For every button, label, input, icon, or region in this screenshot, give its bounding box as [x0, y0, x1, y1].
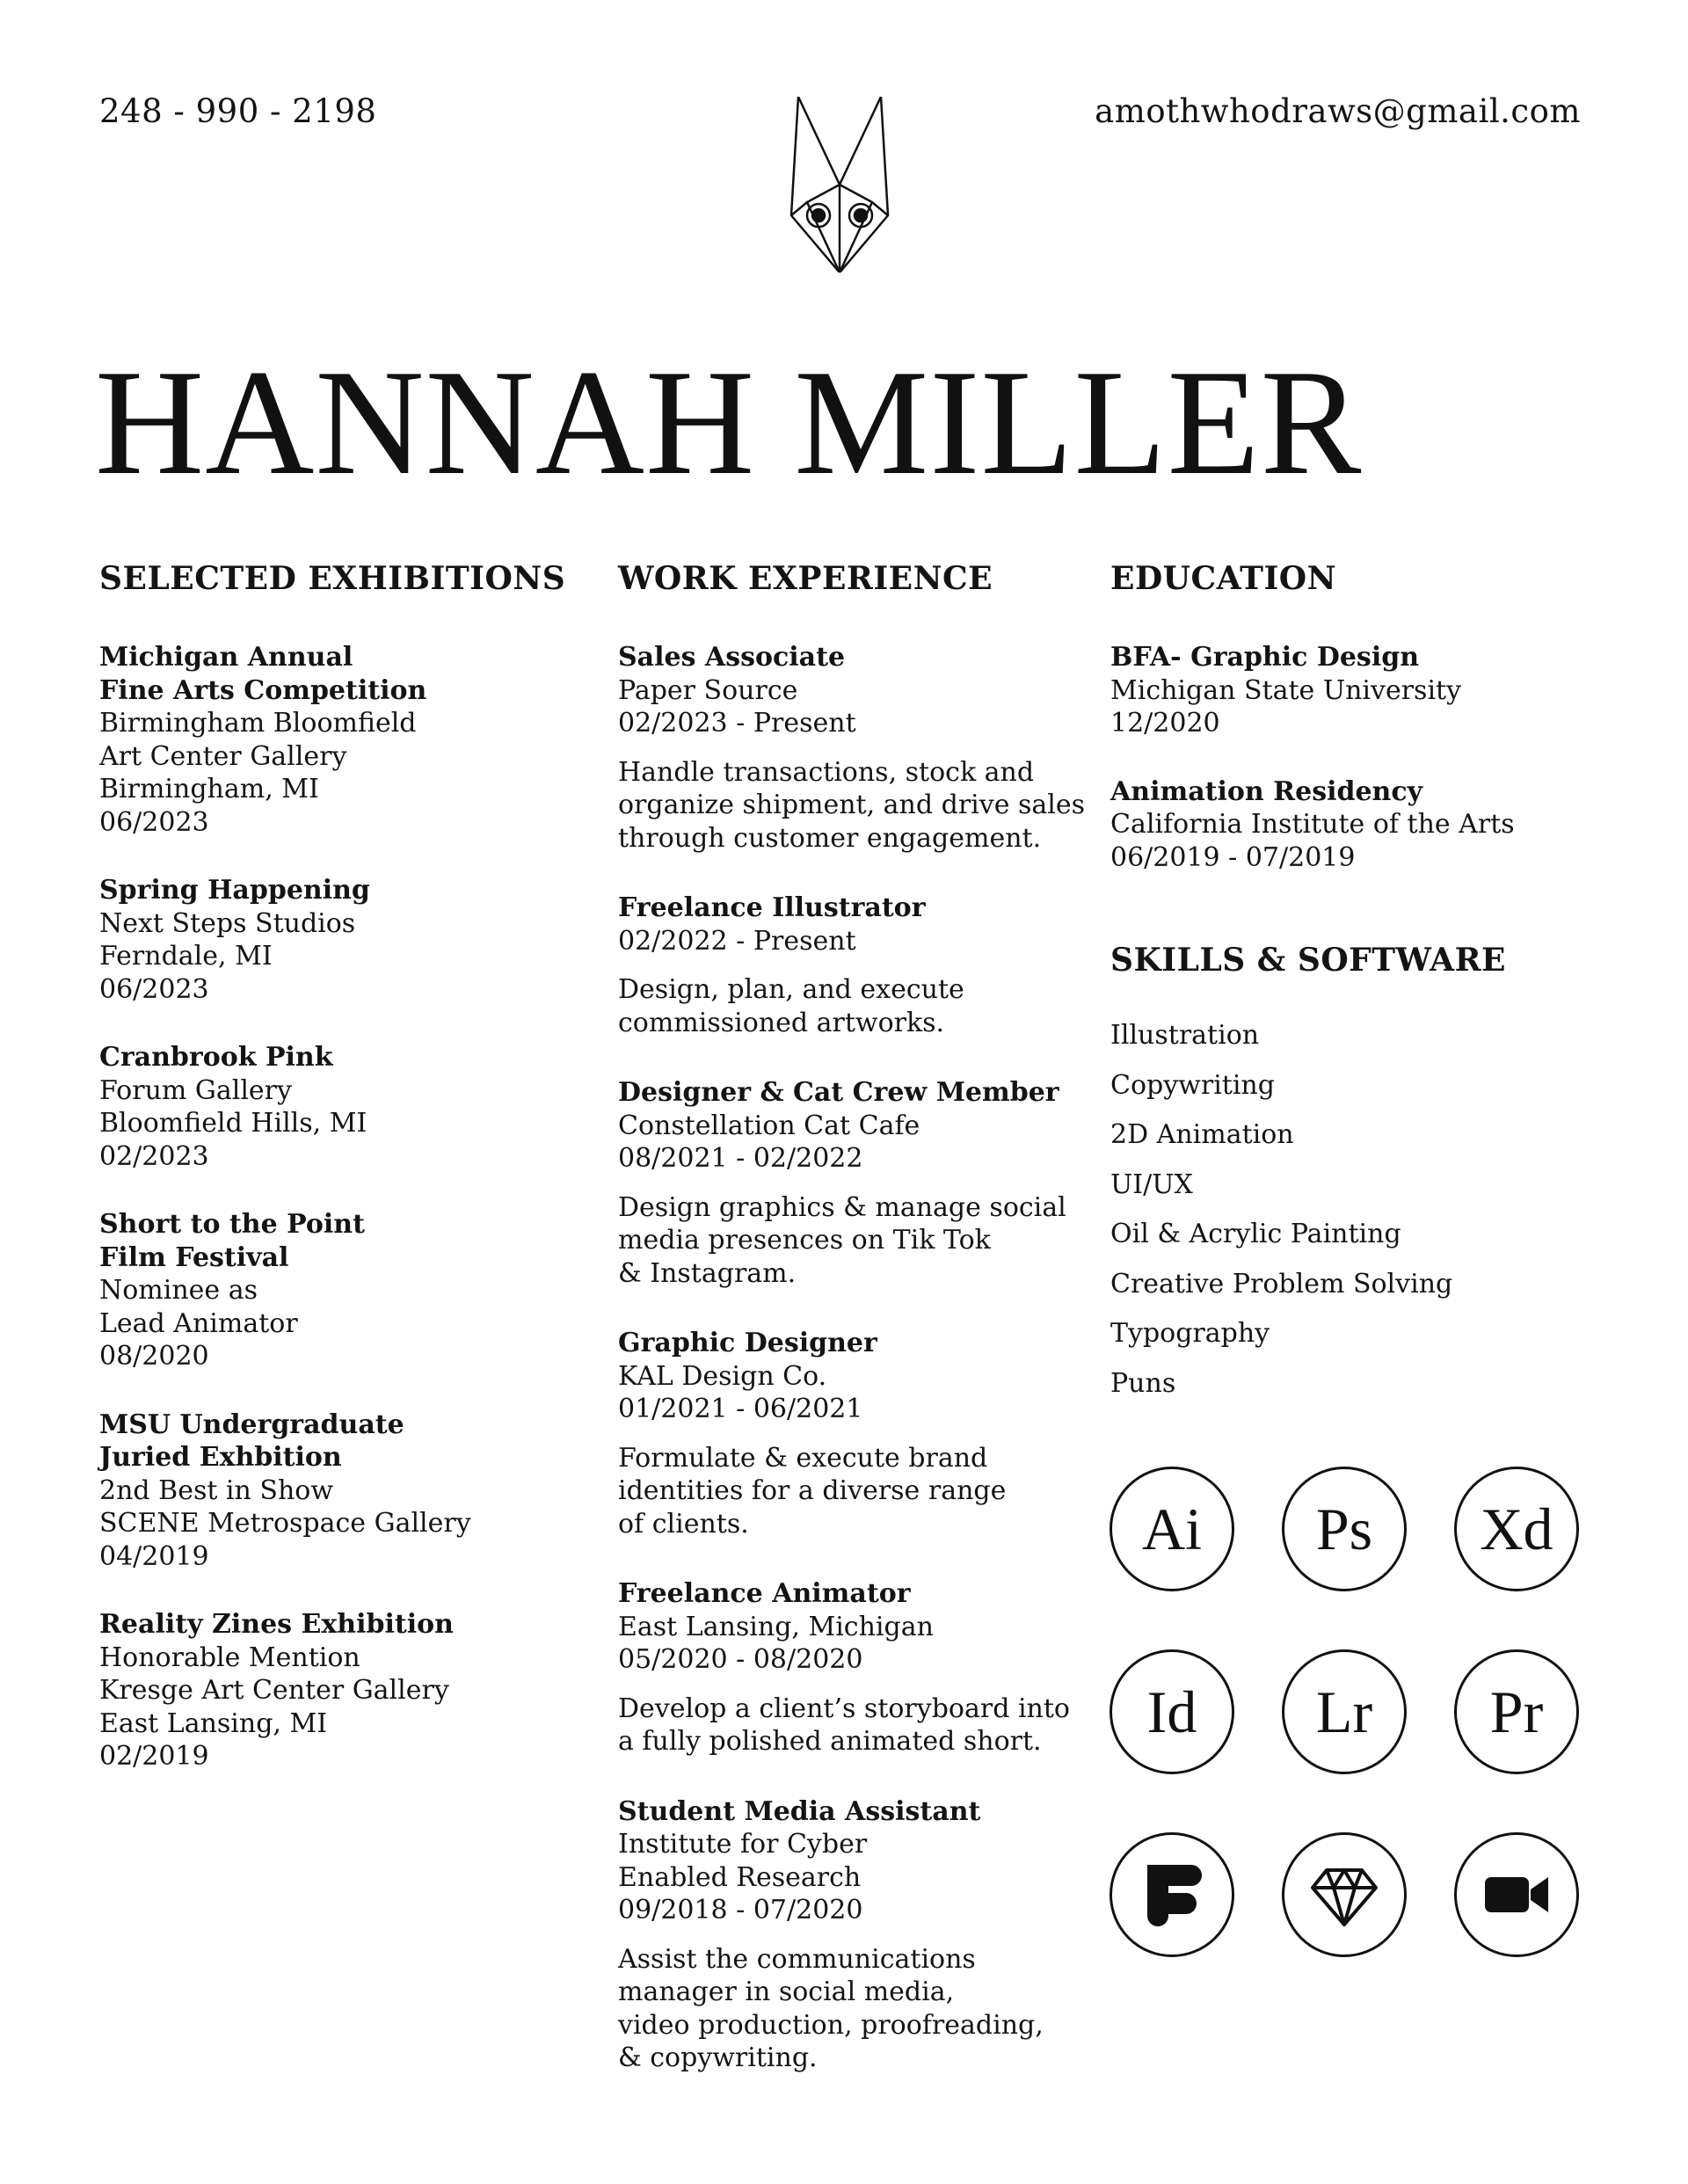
entry-detail: 06/2019 - 07/2019 — [1110, 841, 1356, 873]
email-address: amothwhodraws@gmail.com — [1095, 92, 1581, 130]
entry-detail: Ferndale, MI — [99, 941, 273, 972]
education-column — [1110, 560, 1603, 1409]
exhibitions-list — [99, 641, 592, 1773]
video-camera-icon — [1454, 1832, 1579, 1957]
entry-description: organize shipment, and drive sales — [618, 790, 1086, 820]
work-experience-list — [618, 641, 1093, 2075]
entry-description: manager in social media, — [618, 1977, 955, 2007]
list-item — [1110, 641, 1603, 740]
entry-title: Short to the Point — [99, 1209, 365, 1240]
entry-detail: 05/2020 - 08/2020 — [618, 1644, 863, 1675]
entry-title: Student Media Assistant — [618, 1795, 981, 1827]
exhibitions-heading: SELECTED EXHIBITIONS — [99, 560, 566, 597]
work-experience-heading: WORK EXPERIENCE — [618, 560, 993, 597]
entry-detail: 12/2020 — [1110, 708, 1220, 739]
entry-title: Graphic Designer — [618, 1328, 877, 1358]
entry-title: Animation Residency — [1110, 775, 1423, 807]
entry-title: MSU Undergraduate — [99, 1409, 404, 1440]
entry-detail: SCENE Metrospace Gallery — [99, 1508, 471, 1539]
entry-description: Design graphics & manage social — [618, 1191, 1066, 1223]
entry-title: Freelance Illustrator — [618, 892, 926, 923]
skill-item: Illustration — [1110, 1020, 1260, 1051]
entry-title: Michigan Annual — [99, 642, 353, 673]
skill-item: Oil & Acrylic Painting — [1110, 1219, 1401, 1249]
entry-detail: 08/2021 - 02/2022 — [618, 1143, 863, 1174]
entry-detail: Nominee as — [99, 1275, 258, 1306]
entry-detail: 02/2023 — [99, 1140, 209, 1172]
entry-description: through customer engagement. — [618, 822, 1042, 854]
entry-detail: Birmingham Bloomfield — [99, 708, 417, 739]
entry-title: Reality Zines Exhibition — [99, 1609, 454, 1640]
entry-detail: Lead Animator — [99, 1307, 298, 1339]
entry-detail: Honorable Mention — [99, 1642, 360, 1673]
list-item — [99, 641, 592, 839]
entry-detail: Bloomfield Hills, MI — [99, 1108, 367, 1139]
work-experience-column — [618, 560, 1093, 2075]
photoshop-icon: Ps — [1282, 1467, 1407, 1591]
entry-detail: East Lansing, MI — [99, 1707, 328, 1739]
entry-title: Spring Happening — [99, 875, 370, 906]
list-item — [99, 1608, 592, 1773]
entry-detail: 06/2023 — [99, 806, 209, 838]
entry-description: & copywriting. — [618, 2042, 818, 2073]
education-heading: EDUCATION — [1110, 560, 1337, 597]
skill-item: 2D Animation — [1110, 1119, 1294, 1150]
entry-detail: 08/2020 — [99, 1341, 209, 1372]
list-item — [1110, 775, 1603, 875]
entry-description: Develop a client’s storyboard into — [618, 1693, 1070, 1724]
skill-item: Puns — [1110, 1367, 1176, 1399]
illustrator-icon: Ai — [1110, 1467, 1234, 1591]
entry-description: Handle transactions, stock and — [618, 756, 1035, 788]
entry-description: a fully polished animated short. — [618, 1726, 1042, 1757]
list-item — [99, 1041, 592, 1173]
entry-detail: California Institute of the Arts — [1110, 809, 1515, 840]
premiere-icon: Pr — [1454, 1649, 1579, 1774]
entry-description: commissioned artworks. — [618, 1007, 945, 1038]
indesign-icon: Id — [1110, 1649, 1234, 1774]
entry-detail: 2nd Best in Show — [99, 1474, 334, 1506]
geometric-moth-logo-icon — [788, 97, 891, 273]
education-list — [1110, 641, 1603, 874]
entry-title: Freelance Animator — [618, 1578, 911, 1609]
entry-detail: Next Steps Studios — [99, 907, 356, 939]
lightroom-icon: Lr — [1282, 1649, 1407, 1774]
entry-title: Juried Exhbition — [99, 1442, 342, 1473]
entry-description: Design, plan, and execute — [618, 974, 964, 1005]
entry-title: Cranbrook Pink — [99, 1042, 333, 1073]
entry-description: of clients. — [618, 1508, 749, 1540]
entry-description: Formulate & execute brand — [618, 1442, 988, 1474]
entry-title: Film Festival — [99, 1241, 289, 1273]
skill-item: UI/UX — [1110, 1168, 1193, 1200]
entry-title: BFA- Graphic Design — [1110, 642, 1420, 673]
list-item — [618, 1795, 1093, 2075]
skill-item: Copywriting — [1110, 1069, 1275, 1101]
software-icons-grid — [1110, 1467, 1579, 1957]
skill-item: Typography — [1110, 1318, 1270, 1349]
exhibitions-column — [99, 560, 592, 1773]
list-item — [618, 892, 1093, 1039]
entry-detail: Art Center Gallery — [99, 740, 347, 772]
entry-detail: Birmingham, MI — [99, 774, 319, 804]
entry-detail: Forum Gallery — [99, 1074, 292, 1106]
entry-detail: Paper Source — [618, 674, 798, 706]
figma-icon — [1110, 1832, 1234, 1957]
entry-title: Fine Arts Competition — [99, 674, 427, 706]
entry-detail: Enabled Research — [618, 1861, 862, 1893]
list-item — [99, 1409, 592, 1574]
list-item — [99, 1208, 592, 1373]
entry-detail: East Lansing, Michigan — [618, 1611, 934, 1642]
phone-number: 248 - 990 - 2198 — [99, 92, 377, 130]
entry-detail: 06/2023 — [99, 973, 209, 1005]
entry-detail: Institute for Cyber — [618, 1829, 868, 1860]
resume-name: HANNAH MILLER — [95, 339, 1363, 506]
entry-detail: Michigan State University — [1110, 674, 1462, 706]
entry-description: Assist the communications — [618, 1943, 976, 1975]
entry-detail: 01/2021 - 06/2021 — [618, 1394, 863, 1424]
skill-item: Creative Problem Solving — [1110, 1268, 1453, 1299]
entry-detail: Constellation Cat Cafe — [618, 1110, 920, 1141]
list-item — [618, 1076, 1093, 1290]
entry-description: video production, proofreading, — [618, 2009, 1044, 2041]
entry-detail: 02/2022 - Present — [618, 925, 856, 957]
xd-icon: Xd — [1454, 1467, 1579, 1591]
skills-list — [1110, 1011, 1603, 1409]
sketch-icon — [1282, 1832, 1407, 1957]
entry-detail: KAL Design Co. — [618, 1360, 827, 1392]
entry-description: & Instagram. — [618, 1257, 797, 1289]
entry-description: identities for a diverse range — [618, 1475, 1007, 1506]
entry-description: media presences on Tik Tok — [618, 1225, 991, 1256]
list-item — [618, 641, 1093, 855]
entry-title: Designer & Cat Crew Member — [618, 1077, 1059, 1108]
entry-detail: 04/2019 — [99, 1540, 209, 1572]
skills-heading: SKILLS & SOFTWARE — [1110, 942, 1506, 979]
entry-title: Sales Associate — [618, 642, 846, 673]
entry-detail: 02/2023 - Present — [618, 708, 856, 739]
entry-detail: 09/2018 - 07/2020 — [618, 1895, 863, 1926]
entry-detail: Kresge Art Center Gallery — [99, 1675, 449, 1706]
list-item — [99, 874, 592, 1006]
list-item — [618, 1327, 1093, 1540]
entry-detail: 02/2019 — [99, 1741, 209, 1772]
list-item — [618, 1577, 1093, 1758]
